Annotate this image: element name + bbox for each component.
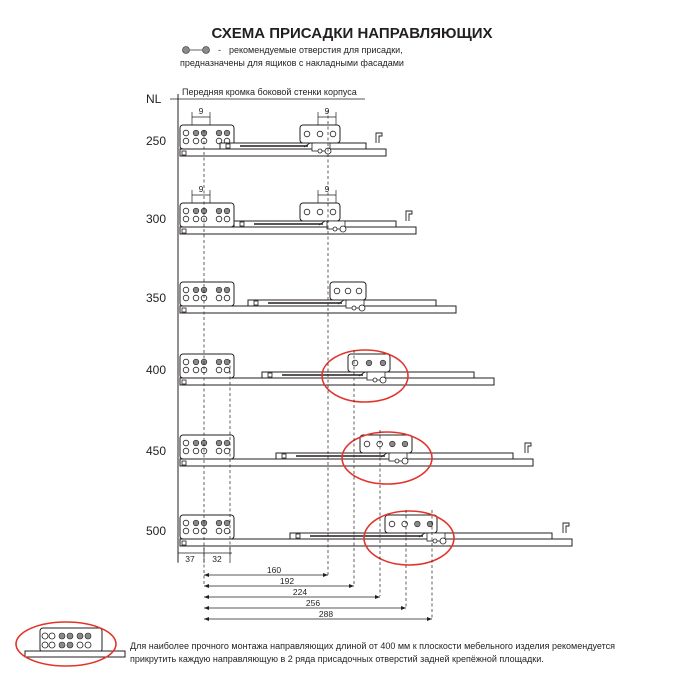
slide-rail [180, 459, 533, 466]
mounting-hole-icon [224, 367, 230, 373]
slide-rail [180, 227, 416, 234]
mounting-hole-icon [304, 209, 310, 215]
slide-row [146, 106, 386, 156]
front-mounting-plate [180, 282, 234, 306]
mounting-hole-icon [193, 528, 199, 534]
mounting-hole-icon [193, 130, 199, 136]
small-dimension-label: 9 [324, 184, 330, 194]
legend-line-2: предназначены для ящиков с накладными фасадами [180, 58, 404, 68]
mounting-hole-icon [345, 288, 351, 294]
mounting-hole-icon [183, 130, 189, 136]
mounting-hole-icon [216, 528, 222, 534]
mounting-hole-icon [216, 367, 222, 373]
mounting-hole-icon [352, 360, 358, 366]
mounting-hole-icon [183, 520, 189, 526]
mounting-hole-icon [183, 359, 189, 365]
slide-rows [146, 106, 572, 565]
mounting-hole-icon [216, 448, 222, 454]
mounting-hole-icon [216, 287, 222, 293]
mounting-hole-icon [193, 216, 199, 222]
rear-hook [525, 443, 531, 453]
front-edge-label: Передняя кромка боковой стенки корпуса [182, 87, 357, 97]
mounting-hole-icon [216, 295, 222, 301]
mounting-hole-icon [183, 440, 189, 446]
mounting-hole-icon [224, 208, 230, 214]
nl-value-label: 500 [146, 524, 167, 538]
small-dimension-label: 9 [198, 184, 204, 194]
slide-rail [180, 378, 494, 385]
dim-32: 32 [212, 554, 222, 564]
rear-hook [376, 133, 382, 143]
nl-value-label: 350 [146, 291, 167, 305]
slide-rail [180, 539, 572, 546]
nl-value-label: 450 [146, 444, 167, 458]
legend-hole-icon [203, 47, 210, 54]
mounting-hole-icon [183, 287, 189, 293]
rear-hook [406, 211, 412, 221]
legend-hole-icon [183, 47, 190, 54]
detail-plate [40, 628, 102, 652]
mounting-hole-icon [224, 359, 230, 365]
small-dimension-label: 9 [198, 106, 204, 116]
mounting-hole-icon [330, 209, 336, 215]
mounting-hole-icon [304, 131, 310, 137]
mounting-hole-icon [334, 288, 340, 294]
mounting-hole-icon [356, 288, 362, 294]
slide-rail [180, 149, 386, 156]
mounting-hole-icon [183, 138, 189, 144]
mounting-hole-icon [183, 448, 189, 454]
small-dimension-label: 9 [324, 106, 330, 116]
mounting-hole-icon [216, 216, 222, 222]
mounting-hole-icon [193, 440, 199, 446]
mounting-hole-icon [193, 359, 199, 365]
mounting-hole-icon [317, 131, 323, 137]
dimension-label: 160 [266, 565, 282, 575]
note-line-1: Для наиболее прочного монтажа направляющих длиной от 400 мм к плоскости мебельного изделия рекомендуется [130, 641, 615, 651]
mounting-hole-icon [216, 208, 222, 214]
mounting-hole-icon [390, 441, 396, 447]
mounting-hole-icon [364, 441, 370, 447]
mounting-hole-icon [402, 521, 408, 527]
dim-37: 37 [185, 554, 195, 564]
mounting-hole-icon [183, 216, 189, 222]
mounting-hole-icon [224, 130, 230, 136]
dimension-label: 192 [279, 576, 295, 586]
mounting-hole-icon [193, 138, 199, 144]
mounting-hole-icon [193, 287, 199, 293]
dimension-label: 256 [305, 598, 321, 608]
front-mounting-plate [180, 435, 234, 459]
mounting-hole-icon [193, 448, 199, 454]
nl-value-label: 250 [146, 134, 167, 148]
mounting-hole-icon [224, 448, 230, 454]
legend [180, 45, 404, 68]
mounting-hole-icon [216, 130, 222, 136]
mounting-hole-icon [224, 528, 230, 534]
mounting-hole-icon [224, 287, 230, 293]
mounting-hole-icon [330, 131, 336, 137]
mounting-hole-icon [193, 520, 199, 526]
dimension-label: 288 [318, 609, 334, 619]
mounting-hole-icon [193, 208, 199, 214]
mounting-hole-icon [183, 295, 189, 301]
mounting-hole-icon [216, 520, 222, 526]
mounting-hole-icon [216, 440, 222, 446]
nl-value-label: 400 [146, 363, 167, 377]
mounting-hole-icon [216, 359, 222, 365]
front-mounting-plate [180, 515, 234, 539]
slide-row [146, 511, 572, 565]
rear-hook [563, 523, 569, 533]
mounting-hole-icon [193, 367, 199, 373]
slide-rail [180, 306, 456, 313]
mounting-hole-icon [193, 295, 199, 301]
front-mounting-plate [180, 354, 234, 378]
mounting-hole-icon [183, 367, 189, 373]
mounting-hole-icon [224, 216, 230, 222]
diagram-title: СХЕМА ПРИСАДКИ НАПРАВЛЯЮЩИХ [211, 25, 493, 42]
mounting-hole-icon [402, 441, 408, 447]
mounting-hole-icon [224, 440, 230, 446]
mounting-hole-icon [366, 360, 372, 366]
front-mounting-plate [180, 203, 234, 227]
dimension-label: 224 [292, 587, 308, 597]
nl-value-label: 300 [146, 212, 167, 226]
legend-dash: - [218, 45, 221, 55]
slide-row [146, 184, 416, 234]
mounting-hole-icon [183, 208, 189, 214]
mounting-hole-icon [317, 209, 323, 215]
note-line-2: прикрутить каждую направляющую в 2 ряда присадочных отверстий задней крепёжной площадки. [130, 654, 544, 664]
legend-line-1: рекомендуемые отверстия для присадки, [229, 45, 403, 55]
mounting-hole-icon [224, 520, 230, 526]
detail-two-row-plate [16, 622, 125, 666]
slide-row [146, 350, 494, 402]
mounting-hole-icon [415, 521, 421, 527]
mounting-hole-icon [224, 295, 230, 301]
slide-row [146, 282, 456, 313]
mounting-hole-icon [380, 360, 386, 366]
mounting-hole-icon [183, 528, 189, 534]
nl-label: NL [146, 92, 162, 106]
mounting-hole-icon [389, 521, 395, 527]
